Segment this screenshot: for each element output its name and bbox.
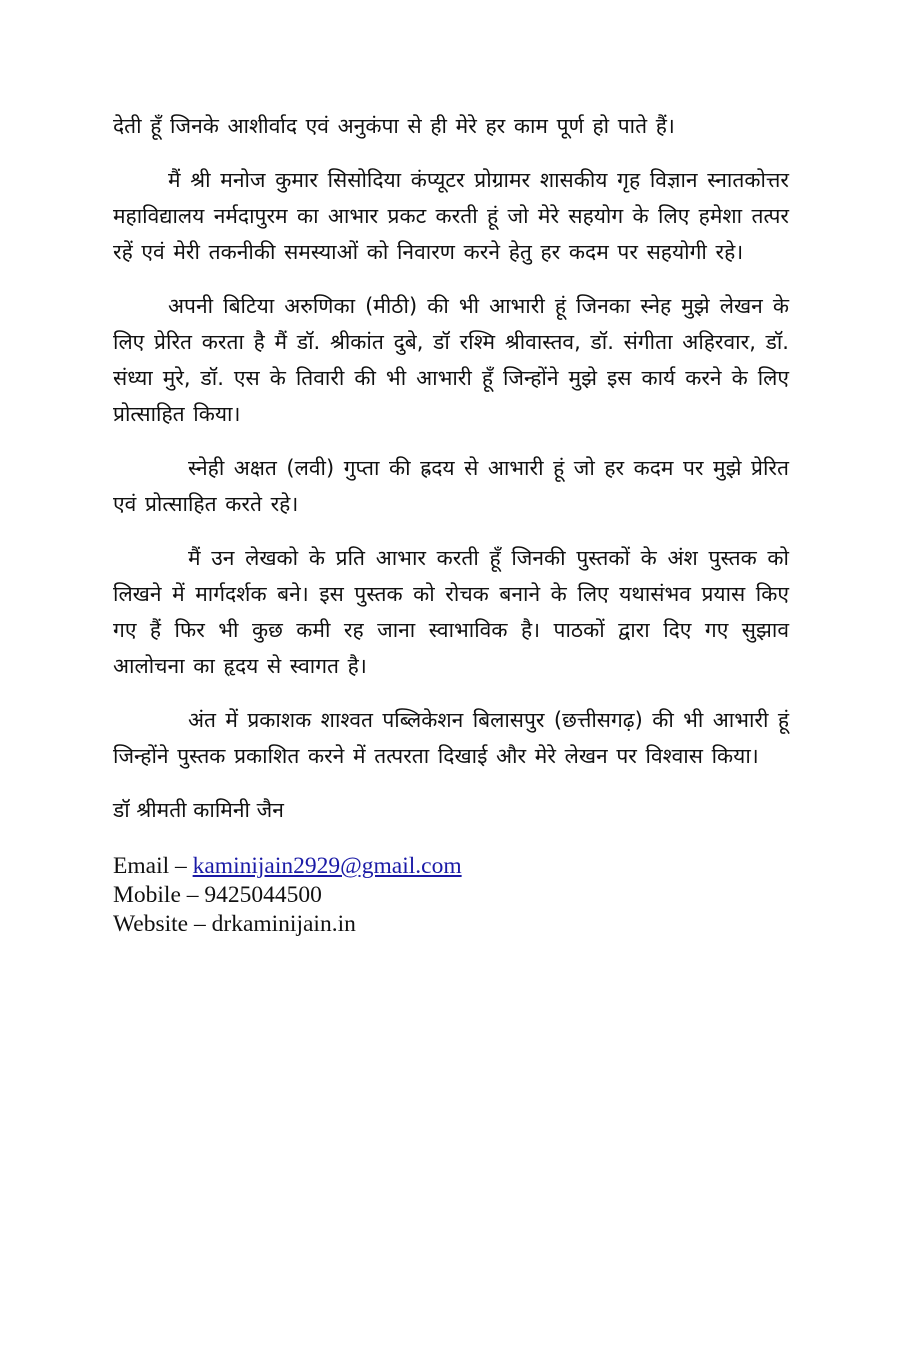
mobile-row: Mobile – 9425044500 [113,882,322,908]
paragraph-thanks-computer-programmer: मैं श्री मनोज कुमार सिसोदिया कंप्यूटर प्रोग्रामर शासकीय गृह विज्ञान स्नातकोत्तर महाविद्यालय नर्मदापुरम का आभार प्रकट करती हूं जो मेरे सहयोग के लिए हमेशा तत्पर रहें एवं मेरी तकनीकी समस्याओं को निवारण करने हेतु हर कदम पर सहयोगी रहे। [113,168,789,264]
paragraph-thanks-authors: मैं उन लेखको के प्रति आभार करती हूँ जिनकी पुस्तकों के अंश पुस्तक को लिखने में मार्गदर्शक बने। इस पुस्तक को रोचक बनाने के लिए यथासंभव प्रयास किए गए हैं फिर भी कुछ कमी रह जाना स्वाभाविक है। पाठकों द्वारा दिए गए सुझाव आलोचना का हृदय से स्वागत है। [113,546,789,678]
author-signature: डॉ श्रीमती कामिनी जैन [113,798,284,822]
website-row: Website – drkaminijain.in [113,911,356,937]
contact-block [113,852,789,939]
paragraph-thanks-publisher: अंत में प्रकाशक शाश्वत पब्लिकेशन बिलासपुर (छत्तीसगढ़) की भी आभारी हूं जिन्होंने पुस्तक प्रकाशित करने में तत्परता दिखाई और मेरे लेखन पर विश्वास किया। [113,708,789,768]
paragraph-thanks-akshat: स्नेही अक्षत (लवी) गुप्ता की ह्रदय से आभारी हूं जो हर कदम पर मुझे प्रेरित एवं प्रोत्साहित करते रहे। [113,456,789,516]
paragraph-thanks-daughter-doctors: अपनी बिटिया अरुणिका (मीठी) की भी आभारी हूं जिनका स्नेह मुझे लेखन के लिए प्रेरित करता है मैं डॉ. श्रीकांत दुबे, डॉ रश्मि श्रीवास्तव, डॉ. संगीता अहिरवार, डॉ. संध्या मुरे, डॉ. एस के तिवारी की भी आभारी हूँ जिन्होंने मुझे इस कार्य करने के लिए प्रोत्साहित किया। [113,294,789,426]
email-row [113,852,789,881]
acknowledgement-page [113,108,789,939]
email-label: Email – [113,853,193,879]
email-link[interactable]: kaminijain2929@gmail.com [192,853,462,879]
paragraph-continuation: देती हूँ जिनके आशीर्वाद एवं अनुकंपा से ही मेरे हर काम पूर्ण हो पाते हैं। [113,114,675,138]
